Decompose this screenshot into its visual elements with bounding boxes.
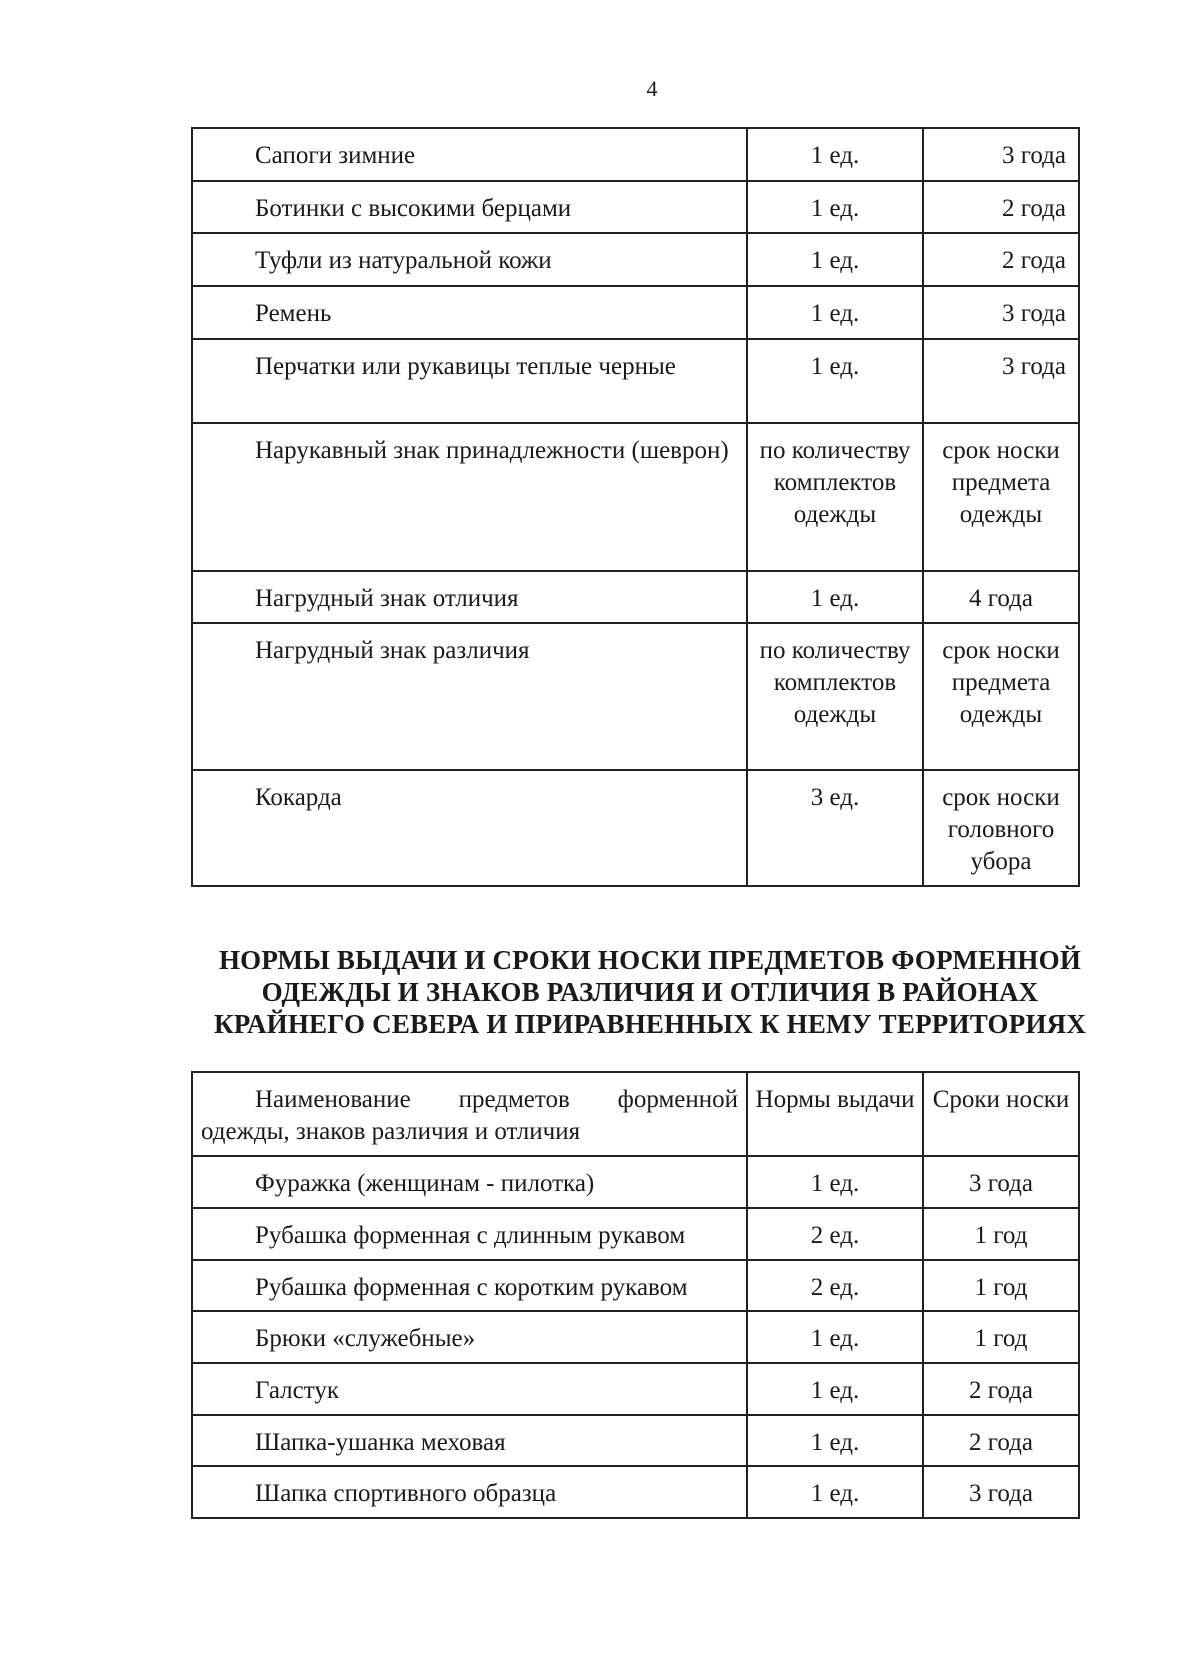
- table-row: [192, 339, 1079, 423]
- page-number: 4: [646, 76, 658, 101]
- item-name: Фуражка (женщинам - пилотка): [192, 1156, 747, 1208]
- item-qty: 1 ед.: [747, 233, 923, 286]
- item-name: Нарукавный знак принадлежности (шеврон): [192, 423, 747, 571]
- section-title-line: ОДЕЖДЫ И ЗНАКОВ РАЗЛИЧИЯ И ОТЛИЧИЯ В РАЙОНАХ: [261, 977, 1039, 1007]
- item-name: Шапка спортивного образца: [192, 1466, 747, 1518]
- item-qty: 1 ед.: [747, 286, 923, 339]
- table-row: [192, 423, 1079, 571]
- item-qty: 1 ед.: [747, 1156, 923, 1208]
- item-name: Рубашка форменная с длинным рукавом: [192, 1208, 747, 1260]
- norms-table-north: [191, 1071, 1080, 1519]
- table-header-row: [192, 1072, 1079, 1156]
- item-qty: 1 ед.: [747, 1415, 923, 1466]
- item-qty: 1 ед.: [747, 1311, 923, 1363]
- item-term: срок носки головного убора: [923, 770, 1079, 886]
- item-qty: 1 ед.: [747, 181, 923, 233]
- item-term: 2 года: [923, 1363, 1079, 1415]
- item-qty: 2 ед.: [747, 1260, 923, 1311]
- item-name: Ботинки с высокими берцами: [192, 181, 747, 233]
- item-term: срок носки предмета одежды: [923, 423, 1079, 571]
- item-term: 1 год: [923, 1260, 1079, 1311]
- item-term: 1 год: [923, 1311, 1079, 1363]
- item-name: Кокарда: [192, 770, 747, 886]
- item-name: Нагрудный знак различия: [192, 623, 747, 770]
- item-qty: 1 ед.: [747, 1363, 923, 1415]
- table-row: [192, 623, 1079, 770]
- item-qty: 2 ед.: [747, 1208, 923, 1260]
- item-term: 2 года: [923, 1415, 1079, 1466]
- table-row: [192, 1466, 1079, 1518]
- table-row: [192, 1415, 1079, 1466]
- item-term: 2 года: [923, 233, 1079, 286]
- item-name: Нагрудный знак отличия: [192, 571, 747, 623]
- section-title: [186, 944, 1114, 1040]
- table-row: [192, 1156, 1079, 1208]
- table-row: [192, 233, 1079, 286]
- item-name: Туфли из натуральной кожи: [192, 233, 747, 286]
- table-row: [192, 128, 1079, 181]
- section-title-line: НОРМЫ ВЫДАЧИ И СРОКИ НОСКИ ПРЕДМЕТОВ ФОРМЕННОЙ: [218, 945, 1082, 975]
- item-term: срок носки предмета одежды: [923, 623, 1079, 770]
- item-name: Шапка-ушанка меховая: [192, 1415, 747, 1466]
- item-name: Перчатки или рукавицы теплые черные: [192, 339, 747, 423]
- item-name: Брюки «служебные»: [192, 1311, 747, 1363]
- table-row: [192, 770, 1079, 886]
- item-qty: 1 ед.: [747, 1466, 923, 1518]
- table-row: [192, 1311, 1079, 1363]
- item-qty: по количеству комплектов одежды: [747, 623, 923, 770]
- item-term: 1 год: [923, 1208, 1079, 1260]
- item-term: 3 года: [923, 1156, 1079, 1208]
- item-term: 4 года: [923, 571, 1079, 623]
- table-row: [192, 1208, 1079, 1260]
- item-term: 3 года: [923, 286, 1079, 339]
- item-name: Галстук: [192, 1363, 747, 1415]
- table-row: [192, 571, 1079, 623]
- table-row: [192, 181, 1079, 233]
- header-name: Наименование предметов форменной одежды, знаков различия и отличия: [192, 1072, 747, 1156]
- item-qty: 1 ед.: [747, 571, 923, 623]
- item-qty: 3 ед.: [747, 770, 923, 886]
- header-qty: Нормы выдачи: [747, 1072, 923, 1156]
- item-name: Ремень: [192, 286, 747, 339]
- item-term: 2 года: [923, 181, 1079, 233]
- table-row: [192, 1363, 1079, 1415]
- header-term: Сроки носки: [923, 1072, 1079, 1156]
- item-qty: 1 ед.: [747, 339, 923, 423]
- item-term: 3 года: [923, 339, 1079, 423]
- table-row: [192, 1260, 1079, 1311]
- section-title-line: КРАЙНЕГО СЕВЕРА И ПРИРАВНЕННЫХ К НЕМУ ТЕРРИТОРИЯХ: [213, 1009, 1087, 1039]
- item-name: Сапоги зимние: [192, 128, 747, 181]
- item-qty: по количеству комплектов одежды: [747, 423, 923, 571]
- item-term: 3 года: [923, 1466, 1079, 1518]
- table-row: [192, 286, 1079, 339]
- item-qty: 1 ед.: [747, 128, 923, 181]
- item-name: Рубашка форменная с коротким рукавом: [192, 1260, 747, 1311]
- norms-table-continued: [191, 127, 1080, 887]
- item-term: 3 года: [923, 128, 1079, 181]
